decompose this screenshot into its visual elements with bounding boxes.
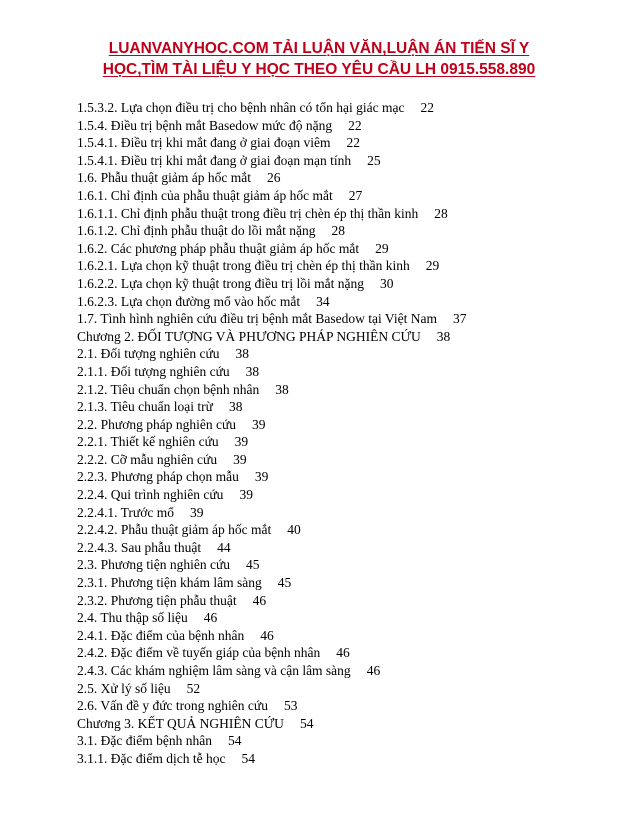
toc-entry-title: 2.3. Phương tiện nghiên cứu [77,557,231,573]
toc-entry-page-number: 25 [367,152,381,168]
toc-entry[interactable] [77,592,597,610]
toc-entry-title: 1.6.1. Chỉ định của phẫu thuật giảm áp hốc mắt [77,187,333,203]
toc-entry-title: 2.1.1. Đối tượng nghiên cứu [77,363,230,379]
toc-entry-title: 2.2.4.2. Phẫu thuật giảm áp hốc mắt [77,522,272,538]
toc-entry[interactable] [77,539,597,557]
toc-entry-page-number: 38 [245,363,260,379]
toc-entry-title: 2.4.1. Đặc điểm của bệnh nhân [77,627,245,643]
toc-entry[interactable] [77,310,597,328]
toc-entry-title: 2.6. Vấn đề y đức trong nghiên cứu [77,698,268,714]
toc-entry-title: 2.2.3. Phương pháp chọn mẫu [77,469,239,485]
toc-entry-title: Chương 3. KẾT QUẢ NGHIÊN CỨU [77,715,284,731]
toc-entry[interactable] [77,574,597,592]
toc-entry-page-number: 39 [233,451,247,467]
toc-entry[interactable] [77,627,597,645]
toc-entry-page-number: 38 [436,328,451,344]
toc-entry[interactable] [77,451,597,469]
toc-entry-title: Chương 2. ĐỐI TƯỢNG VÀ PHƯƠNG PHÁP NGHIÊN CỨU [77,328,421,344]
toc-entry[interactable] [77,275,597,293]
toc-entry[interactable] [77,715,597,733]
toc-entry-page-number: 22 [346,135,360,151]
toc-entry-page-number: 29 [425,258,440,274]
toc-entry-page-number: 46 [203,610,218,626]
toc-entry-page-number: 38 [235,346,250,362]
toc-entry-page-number: 46 [366,663,381,678]
toc-entry-title: 2.2.1. Thiết kế nghiên cứu [77,434,219,450]
toc-entry-page-number: 39 [239,487,253,503]
toc-entry[interactable] [77,169,597,187]
toc-entry-title: 1.6.2. Các phương pháp phẫu thuật giảm áp hốc mắt [77,240,360,256]
toc-entry[interactable] [77,697,597,715]
toc-entry[interactable] [77,381,597,399]
toc-entry[interactable] [77,187,597,205]
toc-entry[interactable] [77,117,597,135]
toc-entry[interactable] [77,486,597,504]
toc-entry-page-number: 39 [234,434,249,450]
header-line-1: LUANVANYHOC.COM TẢI LUẬN VĂN,LUẬN ÁN TIẾN SĨ Y [108,40,530,57]
toc-entry-title: 1.6.2.1. Lựa chọn kỹ thuật trong điều trị chèn ép thị thần kinh [77,258,410,274]
toc-entry-page-number: 44 [217,539,231,555]
toc-entry[interactable] [77,556,597,574]
toc-entry-page-number: 38 [275,381,289,397]
toc-entry-page-number: 54 [241,750,255,766]
header-line-2: HỌC,TÌM TÀI LIỆU Y HỌC THEO YÊU CẦU LH 0915.558.890 [102,61,536,78]
toc-entry-title: 2.5. Xử lý số liệu [77,680,171,696]
toc-entry-page-number: 39 [252,416,266,432]
toc-entry[interactable] [77,398,597,416]
toc-entry-title: 1.6.2.3. Lựa chọn đường mổ vào hốc mắt [77,293,301,309]
toc-entry-page-number: 37 [452,311,467,327]
toc-entry-title: 2.2.2. Cỡ mẫu nghiên cứu [77,451,218,467]
toc-entry[interactable] [77,468,597,486]
toc-entry-title: 2.3.2. Phương tiện phẫu thuật [77,592,237,608]
toc-entry[interactable] [77,363,597,381]
toc-entry-title: 3.1. Đặc điểm bệnh nhân [77,733,212,749]
toc-entry-page-number: 52 [186,680,201,696]
toc-entry-page-number: 38 [228,399,243,415]
toc-entry-page-number: 27 [348,187,363,203]
toc-entry[interactable] [77,416,597,434]
toc-entry-page-number: 54 [299,715,314,731]
toc-entry-title: 1.7. Tình hình nghiên cứu điều trị bệnh mắt Basedow tại Việt Nam [77,311,437,327]
toc-entry-title: 2.1.3. Tiêu chuẩn loại trừ [77,399,213,415]
toc-entry-page-number: 45 [246,557,260,573]
table-of-contents [77,99,597,768]
toc-entry[interactable] [77,240,597,258]
toc-entry-title: 2.4.3. Các khám nghiệm lâm sàng và cận lâm sàng [77,663,351,678]
toc-entry-page-number: 26 [266,170,281,186]
toc-entry[interactable] [77,257,597,275]
toc-entry-title: 2.2.4.3. Sau phẫu thuật [77,539,202,555]
toc-entry-page-number: 46 [336,645,350,661]
toc-entry[interactable] [77,152,597,170]
toc-entry[interactable] [77,662,597,680]
toc-entry-title: 2.2.4. Qui trình nghiên cứu [77,487,224,503]
toc-entry-page-number: 39 [189,504,204,520]
toc-entry[interactable] [77,328,597,346]
toc-entry[interactable] [77,433,597,451]
toc-entry[interactable] [77,293,597,311]
toc-entry-title: 1.6.1.1. Chỉ định phẫu thuật trong điều trị chèn ép thị thần kinh [77,205,419,221]
toc-entry-title: 1.6.1.2. Chỉ định phẫu thuật do lồi mắt nặng [77,223,316,239]
toc-entry-title: 2.2. Phương pháp nghiên cứu [77,416,237,432]
toc-entry-title: 2.3.1. Phương tiện khám lâm sàng [77,575,262,591]
toc-entry[interactable] [77,345,597,363]
header-banner[interactable] [72,38,566,80]
toc-entry-page-number: 29 [375,240,389,256]
toc-entry-title: 3.1.1. Đặc điểm dịch tễ học [77,750,226,766]
toc-entry-title: 1.5.4.1. Điều trị khi mắt đang ở giai đoạn mạn tính [77,152,352,168]
toc-entry[interactable] [77,644,597,662]
toc-entry[interactable] [77,609,597,627]
toc-entry-title: 2.1. Đối tượng nghiên cứu [77,346,220,362]
toc-entry-page-number: 34 [316,293,330,309]
toc-entry[interactable] [77,521,597,539]
toc-entry[interactable] [77,750,597,768]
toc-entry[interactable] [77,222,597,240]
toc-entry[interactable] [77,99,597,117]
toc-entry[interactable] [77,205,597,223]
toc-entry-title: 2.2.4.1. Trước mổ [77,504,174,520]
toc-entry-page-number: 30 [380,275,394,291]
toc-entry-page-number: 39 [254,469,269,485]
toc-entry-page-number: 22 [348,117,362,133]
toc-entry-title: 1.5.3.2. Lựa chọn điều trị cho bệnh nhân có tổn hại giác mạc [77,100,405,115]
toc-entry-page-number: 53 [283,698,298,714]
toc-entry-title: 1.6. Phẫu thuật giảm áp hốc mắt [77,170,251,186]
toc-entry-page-number: 22 [420,100,434,115]
toc-entry-page-number: 40 [287,522,301,538]
toc-entry[interactable] [77,504,597,522]
toc-entry-page-number: 54 [227,733,242,749]
toc-entry-title: 2.4. Thu thập số liệu [77,610,188,626]
toc-entry-title: 2.4.2. Đặc điểm về tuyến giáp của bệnh nhân [77,645,321,661]
toc-entry-title: 1.5.4. Điều trị bệnh mắt Basedow mức độ nặng [77,117,333,133]
toc-entry-title: 1.5.4.1. Điều trị khi mắt đang ở giai đoạn viêm [77,135,331,151]
toc-entry[interactable] [77,732,597,750]
toc-entry-page-number: 46 [260,627,274,643]
toc-entry[interactable] [77,134,597,152]
toc-entry-page-number: 28 [331,223,345,239]
toc-entry-page-number: 46 [252,592,267,608]
toc-entry-page-number: 28 [434,205,448,221]
toc-entry-page-number: 45 [277,575,292,591]
toc-entry-title: 1.6.2.2. Lựa chọn kỹ thuật trong điều trị lồi mắt nặng [77,275,365,291]
toc-entry-title: 2.1.2. Tiêu chuẩn chọn bệnh nhân [77,381,260,397]
toc-entry[interactable] [77,680,597,698]
